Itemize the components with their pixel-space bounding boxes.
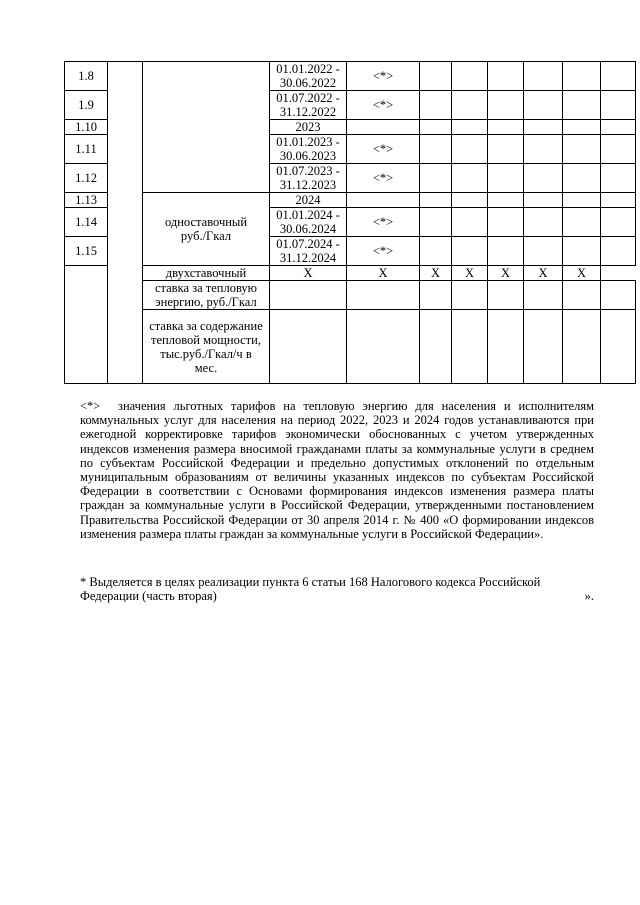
- empty-cell: [524, 208, 563, 237]
- empty-cell: [524, 310, 563, 384]
- mark-cell: <*>: [347, 208, 420, 237]
- empty-cell: [420, 135, 452, 164]
- period-cell: 01.07.2024 - 31.12.2024: [270, 237, 347, 266]
- footnote-line-2: Федерации (часть вторая): [80, 589, 217, 604]
- empty-cell: [488, 91, 524, 120]
- empty-cell: [420, 310, 452, 384]
- empty-cell: [452, 135, 488, 164]
- empty-cell: [563, 91, 601, 120]
- empty-cell: [488, 208, 524, 237]
- empty-cell: [601, 193, 636, 208]
- empty-cell: [270, 310, 347, 384]
- x-mark: X: [524, 266, 563, 281]
- empty-cell: [601, 62, 636, 91]
- row-number: 1.12: [65, 164, 108, 193]
- empty-cell: [488, 135, 524, 164]
- empty-cell: [563, 310, 601, 384]
- two-rate-label: двухставочный: [143, 266, 270, 281]
- empty-cell: [420, 120, 452, 135]
- table-row: [65, 281, 636, 310]
- mark-cell: <*>: [347, 135, 420, 164]
- table-row: [65, 62, 636, 91]
- x-mark: X: [420, 266, 452, 281]
- capacity-rate-label: ставка за содержание тепловой мощности, тыс.руб./Гкал/ч в мес.: [143, 310, 270, 384]
- closing-quote: ».: [584, 589, 594, 604]
- period-cell: 01.01.2024 - 30.06.2024: [270, 208, 347, 237]
- footnote-line-1: * Выделяется в целях реализации пункта 6 статьи 168 Налогового кодекса Российской: [80, 575, 541, 589]
- empty-cell: [524, 91, 563, 120]
- empty-cell: [488, 120, 524, 135]
- row-number: 1.14: [65, 208, 108, 237]
- empty-cell: [524, 237, 563, 266]
- empty-cell: [524, 135, 563, 164]
- mark-cell: [347, 120, 420, 135]
- empty-cell: [452, 208, 488, 237]
- empty-cell: [452, 120, 488, 135]
- empty-cell: [563, 164, 601, 193]
- tariff-table: [64, 61, 636, 384]
- period-cell: 01.01.2023 - 30.06.2023: [270, 135, 347, 164]
- x-mark: X: [347, 266, 420, 281]
- empty-cell: [563, 62, 601, 91]
- empty-cell: [420, 208, 452, 237]
- empty-cell: [563, 120, 601, 135]
- row-number: 1.10: [65, 120, 108, 135]
- empty-cell: [601, 281, 636, 310]
- row-number: 1.8: [65, 62, 108, 91]
- note-symbol: <*>: [80, 399, 101, 413]
- x-mark: X: [488, 266, 524, 281]
- empty-cell: [563, 208, 601, 237]
- tariff-note: [80, 399, 594, 541]
- row-number: 1.9: [65, 91, 108, 120]
- x-mark: X: [563, 266, 601, 281]
- empty-cell: [270, 281, 347, 310]
- empty-cell: [452, 62, 488, 91]
- empty-cell: [420, 193, 452, 208]
- table-row: [65, 266, 636, 281]
- row-number: 1.13: [65, 193, 108, 208]
- row-number: 1.15: [65, 237, 108, 266]
- empty-cell: [524, 281, 563, 310]
- empty-cell: [601, 237, 636, 266]
- mark-cell: <*>: [347, 91, 420, 120]
- period-cell: 01.07.2022 - 31.12.2022: [270, 91, 347, 120]
- empty-cell: [488, 164, 524, 193]
- empty-cell: [601, 208, 636, 237]
- single-rate-label: одноставочный руб./Гкал: [143, 193, 270, 266]
- empty-cell: [347, 281, 420, 310]
- period-cell: 2024: [270, 193, 347, 208]
- empty-cell: [524, 193, 563, 208]
- empty-cell: [563, 193, 601, 208]
- table-row: [65, 310, 636, 384]
- mark-cell: <*>: [347, 62, 420, 91]
- empty-cell: [420, 164, 452, 193]
- mark-cell: <*>: [347, 164, 420, 193]
- empty-cell: [452, 164, 488, 193]
- blank-cell: [65, 266, 108, 384]
- empty-cell: [488, 281, 524, 310]
- period-cell: 01.01.2022 - 30.06.2022: [270, 62, 347, 91]
- note-text: значения льготных тарифов на тепловую энергию для населения и исполнителям коммунальных услуг для населения на период 2022, 2023 и 2024 годов устанавливаются при ежегодной корректировке тарифов экономически обоснованных с учетом утвержденных индексов изменения размера вносимой гражданами платы за коммунальные услуги в среднем по субъектам Российской Федерации и предельно допустимых отклонений по отдельным муниципальным образованиям от величины указанных индексов по субъектам Российской Федерации в соответствии с Основами формирования индексов изменения размера платы граждан за коммунальные услуги в Российской Федерации, утвержденными постановлением Правительства Российской Федерации от 30 апреля 2014 г. № 400 «О формировании индексов изменения размера платы граждан за коммунальные услуги в Российской Федерации».: [80, 399, 594, 541]
- empty-cell: [452, 281, 488, 310]
- empty-cell: [420, 91, 452, 120]
- row-number: 1.11: [65, 135, 108, 164]
- empty-cell: [524, 120, 563, 135]
- empty-cell: [524, 164, 563, 193]
- blank-cell: [143, 62, 270, 193]
- empty-cell: [563, 135, 601, 164]
- empty-cell: [601, 135, 636, 164]
- empty-cell: [420, 62, 452, 91]
- x-mark: X: [270, 266, 347, 281]
- empty-cell: [420, 237, 452, 266]
- empty-cell: [488, 193, 524, 208]
- heat-rate-label: ставка за тепловую энергию, руб./Гкал: [143, 281, 270, 310]
- table-row: [65, 193, 636, 208]
- empty-cell: [563, 237, 601, 266]
- x-mark: X: [452, 266, 488, 281]
- blank-column: [108, 62, 143, 384]
- empty-cell: [420, 281, 452, 310]
- empty-cell: [488, 62, 524, 91]
- empty-cell: [601, 120, 636, 135]
- empty-cell: [452, 193, 488, 208]
- empty-cell: [347, 310, 420, 384]
- mark-cell: <*>: [347, 237, 420, 266]
- empty-cell: [563, 281, 601, 310]
- period-cell: 01.07.2023 - 31.12.2023: [270, 164, 347, 193]
- empty-cell: [452, 310, 488, 384]
- mark-cell: [347, 193, 420, 208]
- empty-cell: [601, 310, 636, 384]
- empty-cell: [601, 164, 636, 193]
- footnote: [80, 575, 594, 603]
- period-cell: 2023: [270, 120, 347, 135]
- empty-cell: [601, 91, 636, 120]
- empty-cell: [452, 91, 488, 120]
- empty-cell: [488, 310, 524, 384]
- empty-cell: [488, 237, 524, 266]
- empty-cell: [524, 62, 563, 91]
- empty-cell: [452, 237, 488, 266]
